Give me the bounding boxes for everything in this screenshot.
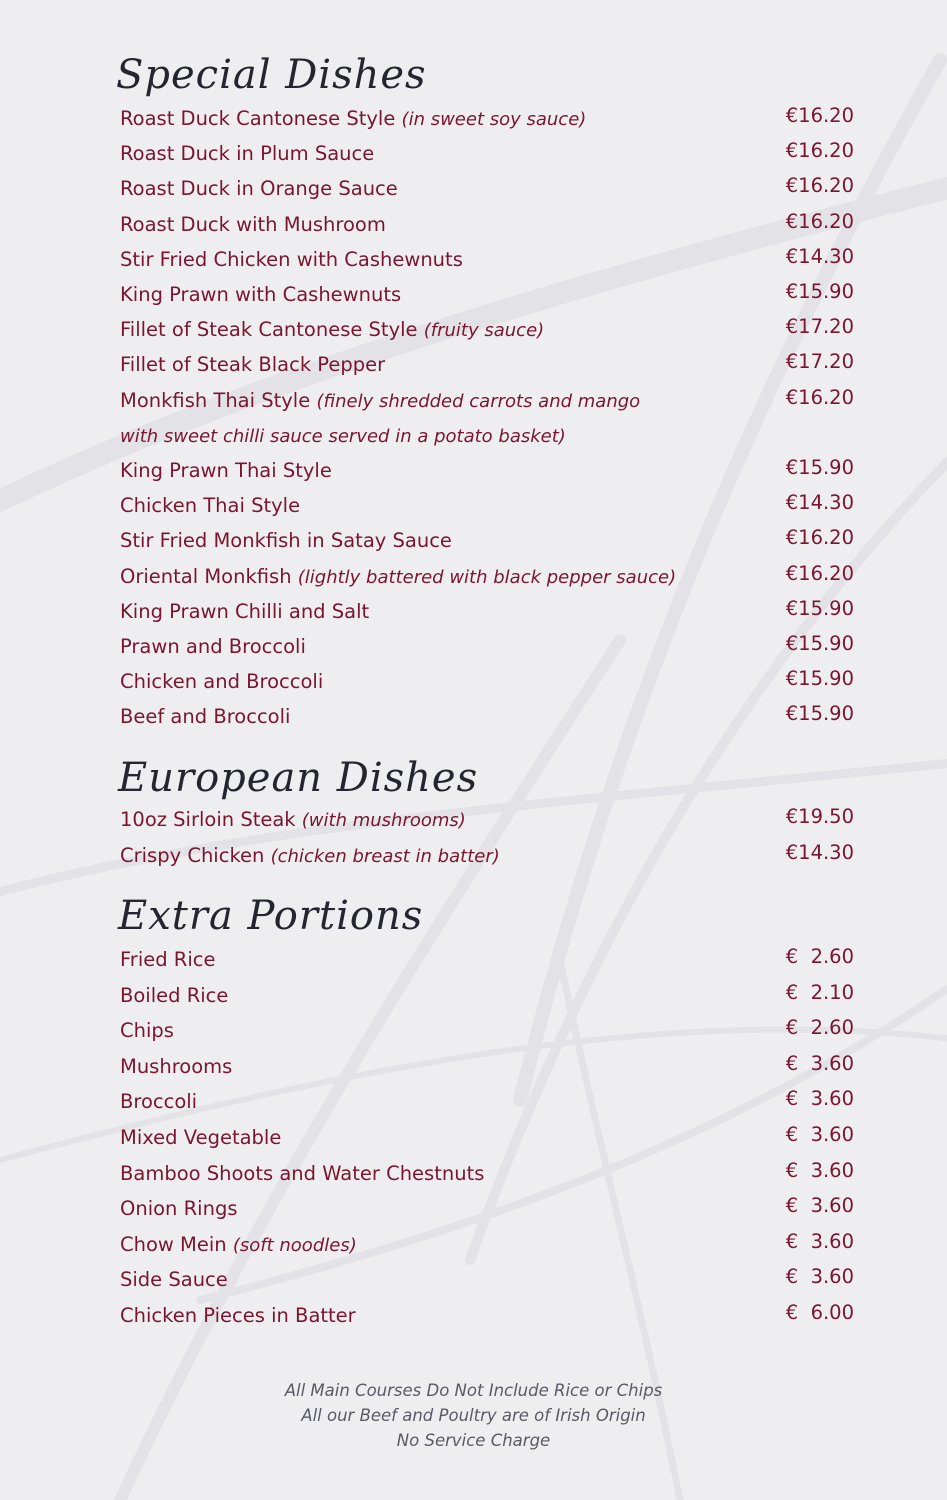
menu-item-description: (chicken breast in batter)	[270, 845, 500, 867]
menu-item-description: (finely shredded carrots and mango	[316, 390, 641, 412]
menu-item-name: Roast Duck Cantonese Style	[120, 107, 396, 130]
menu-item-description: (fruity sauce)	[423, 320, 545, 342]
menu-item	[120, 280, 860, 310]
menu-item-price: € 3.60	[785, 1229, 854, 1253]
menu-item-name: King Prawn Chilli and Salt	[120, 599, 370, 623]
menu-item-name: Fillet of Steak Cantonese Style	[120, 318, 418, 342]
menu-item	[120, 174, 860, 204]
menu-item	[120, 562, 860, 592]
menu-item	[120, 841, 860, 871]
menu-item-price: €16.20	[785, 174, 854, 198]
menu-item-price: €14.30	[785, 244, 854, 268]
menu-item-name: Fillet of Steak Black Pepper	[120, 353, 386, 377]
menu-footer-notes	[0, 1378, 947, 1453]
menu-item	[120, 315, 860, 345]
menu-item	[120, 526, 860, 556]
menu-item	[120, 1016, 860, 1046]
extra-portions-heading: Extra Portions	[118, 893, 424, 939]
menu-item-name: Oriental Monkfish	[120, 564, 292, 588]
menu-item	[120, 1052, 860, 1082]
menu-item	[120, 1265, 860, 1295]
menu-item-price: €16.20	[785, 561, 854, 585]
menu-item	[120, 1230, 860, 1260]
menu-item-description: with sweet chilli sauce served in a potato basket)	[120, 425, 566, 447]
menu-item-price: €15.90	[785, 632, 854, 655]
menu-item-price: € 3.60	[785, 1051, 854, 1075]
menu-item	[120, 805, 860, 835]
menu-item-price: € 2.60	[785, 1016, 854, 1040]
menu-item-name: King Prawn with Cashewnuts	[120, 283, 402, 306]
footer-note-origin: All our Beef and Poultry are of Irish Origin	[301, 1406, 646, 1425]
menu-item-price: € 2.60	[785, 945, 854, 968]
menu-item-price: €16.20	[785, 104, 854, 127]
menu-item	[120, 491, 860, 521]
menu-item	[120, 632, 860, 662]
menu-item-price: € 3.60	[785, 1265, 854, 1289]
menu-item-price: €15.90	[785, 667, 854, 691]
menu-item	[120, 667, 860, 697]
menu-item-name: Side Sauce	[120, 1268, 228, 1292]
menu-item-name: Mixed Vegetable	[120, 1126, 282, 1149]
menu-item-description: (lightly battered with black pepper sauce)	[297, 566, 677, 588]
footer-note-service: No Service Charge	[396, 1431, 551, 1450]
menu-item-price: € 6.00	[785, 1301, 854, 1324]
menu-item-name: King Prawn Thai Style	[120, 459, 332, 482]
menu-item-price: €15.90	[785, 702, 854, 726]
menu-item-name: Chips	[120, 1019, 174, 1043]
menu-item-name: Prawn and Broccoli	[120, 635, 306, 658]
menu-item-name: Crispy Chicken	[120, 843, 265, 867]
menu-item-price: €16.20	[785, 139, 854, 163]
menu-item-name: Stir Fried Chicken with Cashewnuts	[120, 247, 463, 271]
menu-item-price: €16.20	[785, 526, 854, 550]
menu-item-price: € 3.60	[785, 1158, 854, 1182]
menu-item-name: Chow Mein	[120, 1232, 227, 1256]
menu-item-price: € 3.60	[785, 1194, 854, 1218]
menu-item	[120, 702, 860, 732]
menu-item-price: €15.90	[785, 596, 854, 620]
menu-item	[120, 1194, 860, 1224]
special-dishes-heading: Special Dishes	[116, 52, 427, 98]
menu-item	[120, 1301, 860, 1331]
menu-item-price: € 3.60	[785, 1123, 854, 1146]
menu-item-price: €17.20	[785, 350, 854, 374]
menu-item-name: Chicken and Broccoli	[120, 670, 324, 694]
menu-item-price: €16.20	[785, 209, 854, 233]
menu-item-name: Boiled Rice	[120, 983, 229, 1007]
menu-item	[120, 210, 860, 240]
menu-item	[120, 981, 860, 1011]
menu-item-price: €15.90	[785, 280, 854, 303]
menu-item-name: Monkfish Thai Style	[120, 388, 311, 412]
menu-item-description: (with mushrooms)	[301, 810, 466, 831]
menu-item-name: Roast Duck with Mushroom	[120, 212, 386, 236]
menu-item-price: €15.90	[785, 456, 854, 479]
menu-item	[120, 945, 860, 975]
menu-item-name: Fried Rice	[120, 948, 216, 971]
menu-item-name: 10oz Sirloin Steak	[120, 808, 296, 831]
menu-item	[120, 1123, 860, 1153]
footer-note-rice: All Main Courses Do Not Include Rice or Chips	[284, 1381, 663, 1400]
menu-item-name: Onion Rings	[120, 1197, 238, 1221]
menu-item-name: Stir Fried Monkfish in Satay Sauce	[120, 529, 452, 553]
menu-item-price: €14.30	[785, 491, 854, 515]
menu-item-name: Roast Duck in Orange Sauce	[120, 177, 398, 201]
menu-item	[120, 104, 860, 134]
menu-item	[120, 421, 860, 451]
menu-item	[120, 139, 860, 169]
menu-item-price: € 2.10	[785, 980, 854, 1004]
menu-item-name: Bamboo Shoots and Water Chestnuts	[120, 1161, 485, 1185]
menu-item	[120, 1087, 860, 1117]
menu-item-price: €17.20	[785, 315, 854, 339]
menu-item-price: €16.20	[785, 385, 854, 409]
menu-item-price: €14.30	[785, 840, 854, 864]
menu-item-description: (in sweet soy sauce)	[401, 109, 587, 130]
european-dishes-heading: European Dishes	[118, 755, 479, 801]
menu-item	[120, 245, 860, 275]
menu-item	[120, 456, 860, 486]
menu-item-description: (soft noodles)	[232, 1234, 357, 1256]
menu-item-name: Roast Duck in Plum Sauce	[120, 142, 375, 166]
menu-item	[120, 350, 860, 380]
menu-item	[120, 1159, 860, 1189]
menu-item-price: € 3.60	[785, 1087, 854, 1111]
menu-item-name: Mushrooms	[120, 1054, 233, 1078]
menu-item-name: Beef and Broccoli	[120, 705, 291, 729]
menu-item-name: Chicken Pieces in Batter	[120, 1304, 356, 1327]
menu-item-name: Broccoli	[120, 1090, 198, 1114]
menu-item-name: Chicken Thai Style	[120, 494, 301, 518]
menu-item-price: €19.50	[785, 805, 854, 828]
menu-item	[120, 597, 860, 627]
menu-item	[120, 386, 860, 416]
